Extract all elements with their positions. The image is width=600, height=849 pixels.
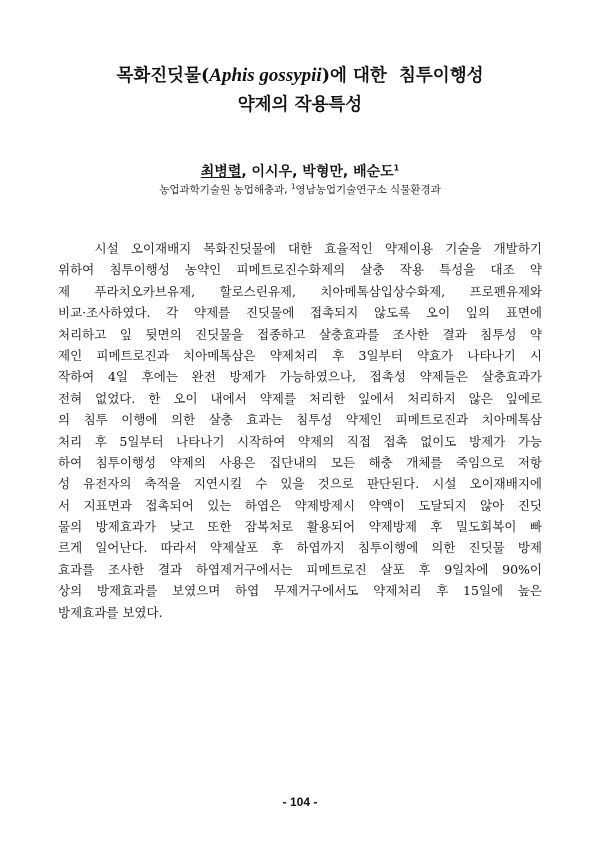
abstract-line: 르게 일어난다. 따라서 약제살포 후 하엽까지 침투이행에 의한 진딧물 방제 [58,540,542,556]
abstract-line: 의 침투 이행에 의한 살충 효과는 침투성 약제인 피메트로진과 치아메톡삼 [58,412,542,428]
abstract-line: 제인 피메트로진과 치아메톡삼은 약제처리 후 3일부터 약효가 나타나기 시 [58,347,542,363]
abstract-line: 전혀 없었다. 한 오이 내에서 약제를 처리한 잎에서 처리하지 않은 잎에로 [58,390,542,406]
title-line-2: 약제의 작용특성 [237,95,363,115]
abstract-line: 처리하고 잎 뒷면의 진딧물을 접종하고 살충효과를 조사한 결과 침투성 약 [58,326,542,342]
abstract-body [58,238,542,623]
presenting-author: 최병렬 [200,164,242,180]
scientific-name: Aphis gossypii [209,65,322,86]
author-list [0,161,600,181]
paper-title [40,61,560,120]
abstract-line: 방제효과를 보였다. [58,604,163,620]
abstract-line: 하여 침투이행성 약제의 사용은 집단내의 모든 해충 개체를 죽임으로 저항 [58,454,542,470]
abstract-line: 비교·조사하였다. 각 약제를 진딧물에 접촉되지 않도록 오이 잎의 표면에 [58,305,542,321]
title-line-1: 목화진딧물(Aphis gossypii)에 대한 침투이행성 [116,65,484,86]
abstract-line: 상의 방제효과를 보였으며 하엽 무제거구에서도 약제처리 후 15일에 높은 [58,583,542,599]
page-number: - 104 - [282,795,318,809]
abstract-line: 처리 후 5일부터 나타나기 시작하여 약제의 직접 접촉 없이도 방제가 가능 [58,433,542,449]
co-authors: , 이시우, 박형만, 배순도 [241,164,394,180]
affiliation: 농업과학기술원 농업해충과, $^1$영남농업기술연구소 식물환경과 [159,182,441,196]
abstract-line: 제 푸라치오카브유제, 할로스린유제, 치아메톡삼입상수화제, 프로펜유제와 [58,283,542,299]
abstract-line: 위하여 침투이행성 농약인 피메트로진수화제의 살충 작용 특성을 대조 약 [58,262,542,278]
affiliation-mark: 1 [290,182,296,191]
abstract-line: 작하여 4일 후에는 완전 방제가 가능하였으나, 접촉성 약제들은 살충효과가 [58,369,542,385]
abstract-line: 효과를 조사한 결과 하엽제거구에서는 피메트로진 살포 후 9일차에 90%이 [58,561,542,577]
abstract-line: 성 유전자의 축적을 지연시킬 수 있을 것으로 판단된다. 시설 오이재배지에 [58,476,542,492]
author-affiliation-mark: 1 [393,163,400,173]
abstract-line: 서 지표면과 접촉되어 있는 하엽은 약제방제시 약액이 도달되지 않아 진딧 [58,497,542,513]
abstract-line: 물의 방제효과가 낮고 또한 잠복처로 활용되어 약제방제 후 밀도회복이 빠 [58,519,542,535]
abstract-line: 시설 오이재배지 목화진딧물에 대한 효율적인 약제이용 기술을 개발하기 [58,241,542,256]
